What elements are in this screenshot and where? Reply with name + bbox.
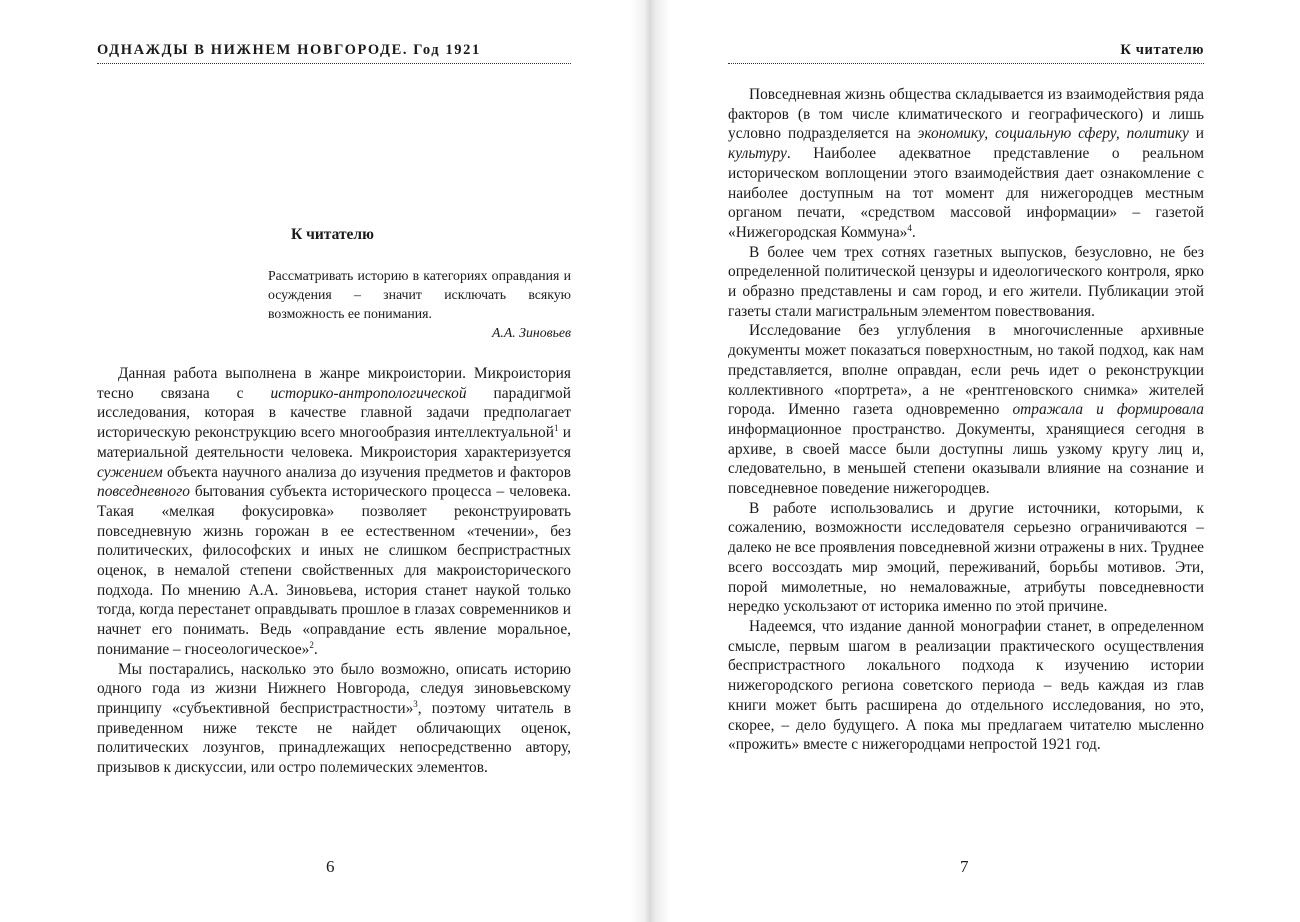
- paragraph: В работе использовались и другие источники, которыми, к сожалению, возможности исследователя серьезно ограничиваются – далеко не все проявления повседневной жизни отражены в них. Труднее всего воссоздать мир эмоций, переживаний, борьбы мотивов. Эти, порой мимолетные, но немаловажные, атрибуты повседневности нередко ускользают от историка именно по этой причине.: [728, 499, 1204, 616]
- epigraph-author: А.А. Зиновьев: [491, 325, 571, 340]
- emphasis-text: отражала и формировала: [1012, 401, 1204, 419]
- emphasis-text: экономику, социальную сферу, политику: [917, 125, 1189, 143]
- section-title: К читателю: [291, 226, 374, 243]
- page-number: 6: [326, 857, 335, 876]
- footnote-marker: 4: [907, 222, 912, 233]
- running-head: ОДНАЖДЫ В НИЖНЕМ НОВГОРОДЕ. Год 1921: [97, 42, 481, 58]
- running-head: К читателю: [1120, 42, 1204, 58]
- emphasis-text: культуру: [728, 145, 787, 163]
- header-dotted-rule: [97, 63, 571, 64]
- right-page: [650, 0, 1300, 922]
- header-dotted-rule: [728, 63, 1204, 64]
- paragraph: Мы постарались, насколько это было возможно, описать историю одного года из жизни Нижнего Новгорода, следуя зиновьевскому принципу «субъективной беспристрастности»$^3$, поэтому читатель в приведенном ниже тексте не найдет обличающих оценок, политических лозунгов, принадлежащих непосредственно автору, призывов к дискуссии, или остро полемических элементов.: [97, 660, 572, 777]
- paragraph: Повседневная жизнь общества складывается из взаимодействия ряда факторов (в том числе климатического и географического) и лишь условно подразделяется на экономику, социальную сферу, политику и культуру. Наиболее адекватное представление о реальном историческом воплощении этого взаимодействия дает ознакомление с наиболее доступным на тот момент для нижегородцев местным органом печати, «средством массовой информации» – газетой «Нижегородская Коммуна»$^4$.: [728, 86, 1204, 241]
- book-gutter-shadow: [630, 0, 670, 922]
- footnote-marker: 2: [309, 639, 314, 650]
- emphasis-text: сужением: [97, 463, 163, 481]
- body-text: [728, 85, 1204, 755]
- paragraph: В более чем трех сотнях газетных выпусков, безусловно, не без определенной политической цензуры и идеологического контроля, ярко и образно представлены и сам город, и его жители. Публикации этой газеты стали магистральным элементом повествования.: [728, 243, 1204, 320]
- paragraph: Исследование без углубления в многочисленные архивные документы может показаться поверхностным, но такой подход, как нам представляется, вполне оправдан, если речь идет о реконструкции коллективного «портрета», а не «рентгеновского снимка» жителей города. Именно газета одновременно отражала и формировала информационное пространство. Документы, хранящиеся сегодня в архиве, в своей массе были доступны лишь узкому кругу лиц и, следовательно, в меньшей степени оказывали влияние на сознание и повседневное поведение нижегородцев.: [728, 322, 1204, 498]
- paragraph: Надеемся, что издание данной монографии станет, в определенном смысле, первым шагом в реализации практического осуществления беспристрастного локального подхода к изучению истории нижегородского региона советского периода – ведь каждая из глав книги может быть расширена до отдельного исследования, но это, скорее, – дело будущего. А пока мы предлагаем читателю мысленно «прожить» вместе с нижегородцами непростой 1921 год.: [728, 617, 1204, 754]
- page-number: 7: [960, 857, 969, 876]
- paragraph: Данная работа выполнена в жанре микроистории. Микроистория тесно связана с историко-антропологической парадигмой исследования, которая в качестве главной задачи предполагает историческую реконструкцию всего многообразия интеллектуальной$^1$ и материальной деятельности человека. Микроистория характеризуется сужением объекта научного анализа до изучения предметов и факторов повседневного бытования субъекта исторического процесса – человека. Такая «мелкая фокусировка» позволяет реконструировать повседневную жизнь горожан в ее естественном «течении», без политических, философских и иных не слишком беспристрастных оценок, в немалой степени свойственных для макроисторического подхода. По мнению А.А. Зиновьева, история станет наукой только тогда, когда перестанет оправдывать прошлое в глазах современников и начнет его понимать. Ведь «оправдание есть явление моральное, понимание – гносеологическое»$^2$.: [97, 365, 571, 658]
- epigraph-text: Рассматривать историю в категориях оправдания и осуждения – значит исключать всякую возможность ее понимания.: [268, 268, 571, 322]
- footnote-marker: 1: [553, 423, 559, 434]
- emphasis-text: повседневного: [97, 483, 190, 501]
- footnote-marker: 3: [413, 698, 418, 709]
- body-text: [97, 364, 571, 778]
- emphasis-text: историко-антропологической: [270, 384, 467, 402]
